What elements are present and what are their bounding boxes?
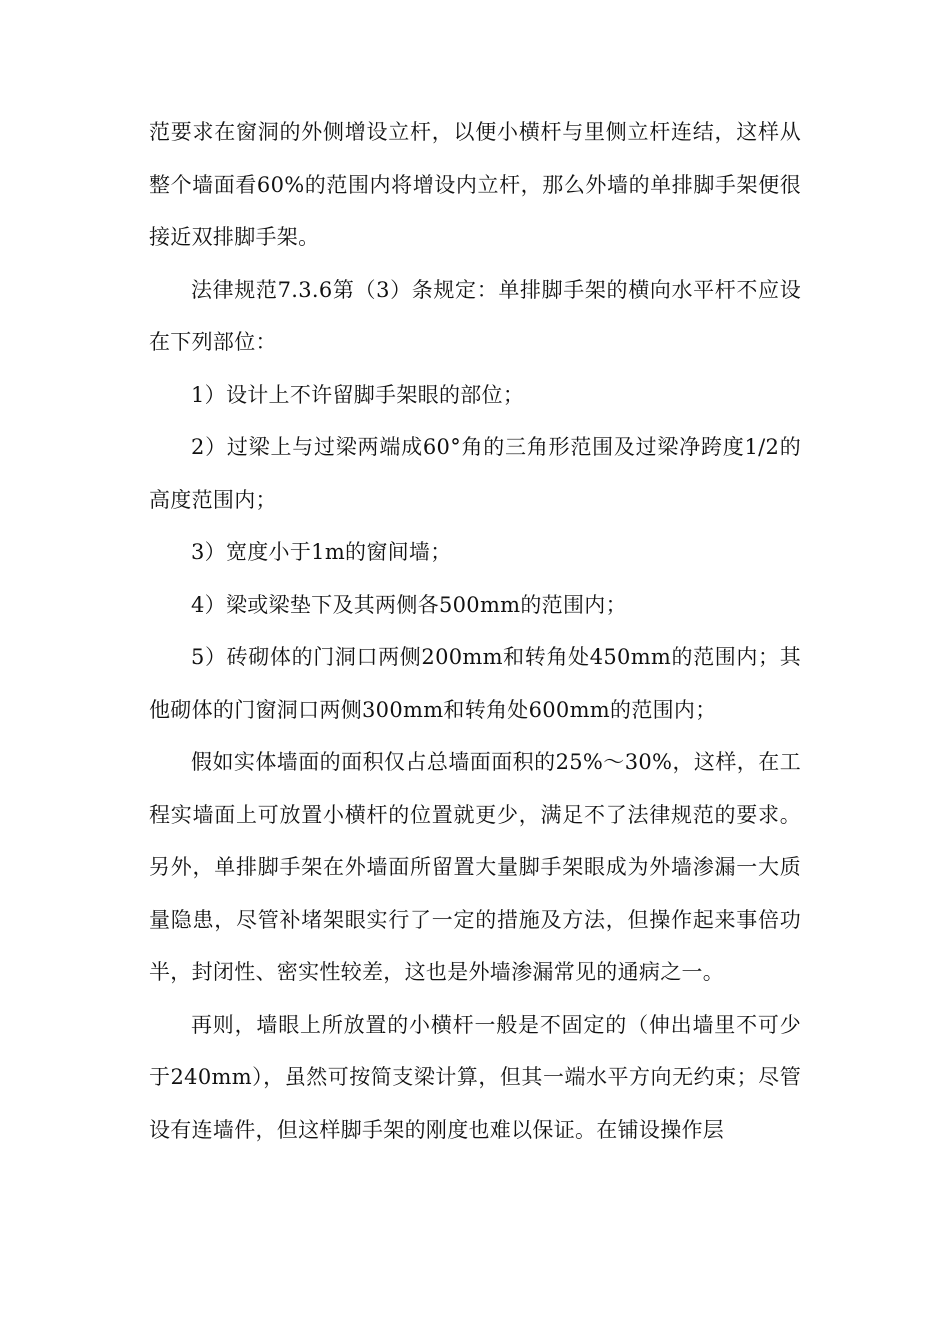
paragraph-cross-bar: 再则，墙眼上所放置的小横杆一般是不固定的（伸出墙里不可少于240mm），虽然可按简支梁计算，但其一端水平方向无约束；尽管设有连墙件，但这样脚手架的刚度也难以保证。在铺设操作层 [149, 1012, 801, 1142]
paragraph-regulation-intro: 法律规范7.3.6第（3）条规定：单排脚手架的横向水平杆不应设在下列部位： [149, 277, 801, 354]
list-item-2: 2）过梁上与过梁两端成60°角的三角形范围及过梁净跨度1/2的高度范围内； [149, 435, 801, 512]
paragraph-continuation: 范要求在窗洞的外侧增设立杆，以便小横杆与里侧立杆连结，这样从整个墙面看60%的范围内将增设内立杆，那么外墙的单排脚手架便很接近双排脚手架。 [149, 120, 801, 249]
list-item-3: 3）宽度小于1m的窗间墙； [191, 540, 452, 564]
list-item-1: 1）设计上不许留脚手架眼的部位； [191, 382, 525, 407]
list-item-4: 4）梁或梁垫下及其两侧各500mm的范围内； [191, 592, 627, 617]
list-item-5: 5）砖砌体的门洞口两侧200mm和转角处450mm的范围内；其他砌体的门窗洞口两侧300mm和转角处600mm的范围内； [149, 645, 801, 722]
document-page [149, 106, 801, 1156]
paragraph-wall-area: 假如实体墙面的面积仅占总墙面面积的25%～30%，这样，在工程实墙面上可放置小横杆的位置就更少，满足不了法律规范的要求。另外，单排脚手架在外墙面所留置大量脚手架眼成为外墙渗漏一大质量隐患，尽管补堵架眼实行了一定的措施及方法，但操作起来事倍功半，封闭性、密实性较差，这也是外墙渗漏常见的通病之一。 [149, 750, 801, 984]
